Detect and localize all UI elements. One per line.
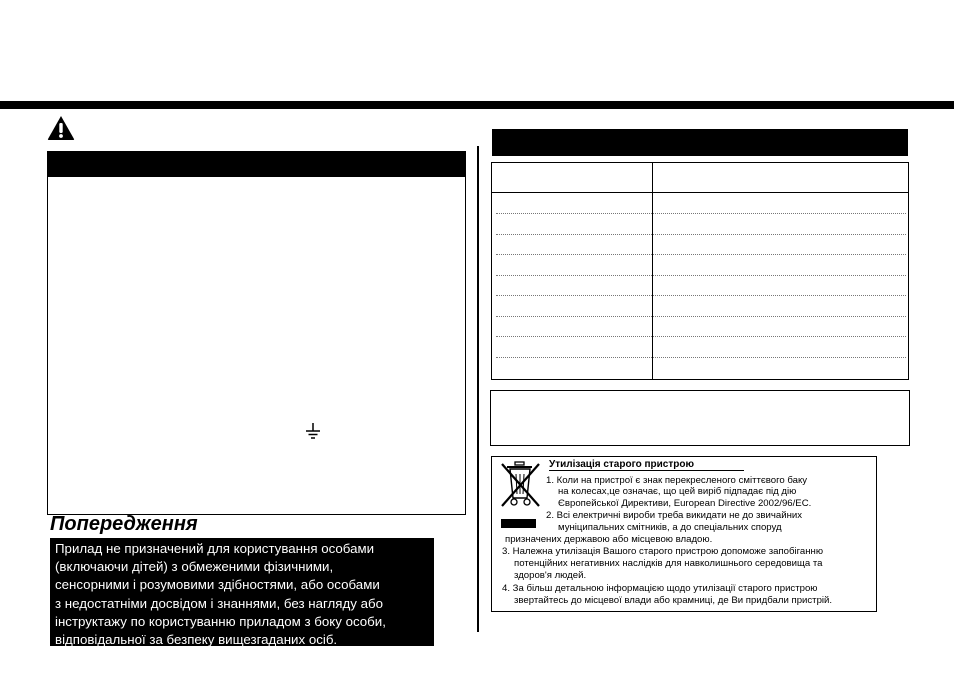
bin-underline-bar (501, 519, 536, 528)
disposal-line: 2. Всі електричні вироби треба викидати не до звичайних (546, 510, 803, 521)
disposal-line: на колесах,це означає, що цей виріб підпадає під дію (558, 486, 797, 497)
warning-box (50, 538, 434, 646)
table-row-divider (496, 357, 906, 358)
disposal-line: муніципальних смітників, а до спеціальних споруд (558, 522, 782, 533)
left-content-box (47, 177, 466, 515)
disposal-notice (491, 456, 877, 612)
disposal-line: здоров'я людей. (514, 570, 587, 581)
warning-line: Прилад не призначений для користування особами (55, 541, 375, 556)
table-row-divider (496, 295, 906, 296)
spec-table (491, 162, 909, 380)
table-row-divider (496, 254, 906, 255)
table-header-divider (492, 192, 908, 193)
table-row-divider (496, 234, 906, 235)
table-row-divider (496, 336, 906, 337)
warning-line: з недостатніми досвідом і знаннями, без нагляду або (55, 595, 383, 611)
disposal-line: призначених державою або місцевою владою. (505, 534, 713, 545)
disposal-line: потенційних негативних наслідків для навколишнього середовища та (514, 558, 823, 569)
disposal-title: Утилізація старого пристрою (549, 459, 695, 470)
table-row-divider (496, 213, 906, 214)
right-section-header-bar (492, 129, 908, 156)
table-column-divider (652, 163, 653, 379)
ground-symbol-icon (305, 423, 321, 440)
disposal-line: 4. За більш детальною інформацією щодо утилізації старого пристрою (502, 583, 818, 594)
top-rule (0, 101, 954, 109)
left-section-header-bar (47, 151, 466, 177)
disposal-line: 3. Належна утилізація Вашого старого пристрою допоможе запобіганню (502, 546, 824, 557)
column-divider (477, 146, 479, 632)
warning-line: інструктажу по користуванню приладом з боку особи, (55, 613, 386, 629)
disposal-line: звертайтесь до місцевої влади або крамниці, де Ви придбали пристрій. (514, 595, 833, 606)
crossed-bin-icon (499, 460, 543, 510)
disposal-line: 1. Коли на пристрої є знак перекресленого сміттєвого баку (546, 475, 808, 486)
disposal-title-underline (549, 470, 744, 471)
note-box (490, 390, 910, 446)
warning-line: (включаючи дітей) з обмеженими фізичними, (55, 559, 334, 575)
disposal-line: Європейської Директиви, European Directive 2002/96/EC. (558, 498, 812, 509)
table-row-divider (496, 275, 906, 276)
warning-line: сенсорними і розумовими здібностями, або особами (55, 577, 380, 593)
warning-line: відповідальної за безпеку вищезгаданих осіб. (55, 632, 338, 648)
table-row-divider (496, 316, 906, 317)
warning-title: Попередження (50, 513, 198, 535)
warning-triangle-icon (47, 115, 75, 141)
